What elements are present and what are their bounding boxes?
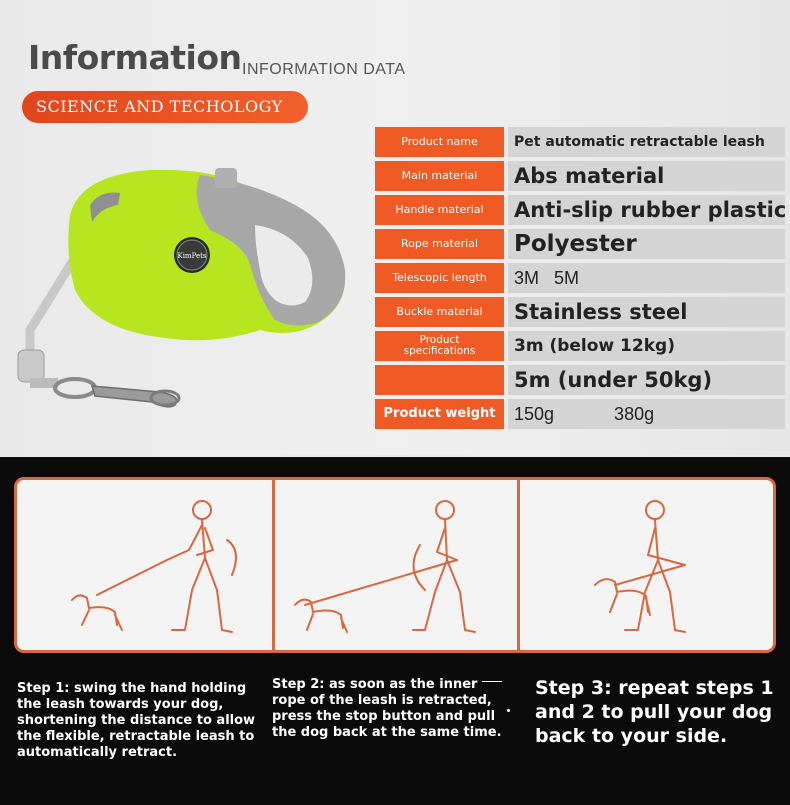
spec-row xyxy=(375,297,785,331)
spec-row xyxy=(375,127,785,161)
spec-value: Stainless steel xyxy=(508,297,785,327)
spec-row xyxy=(375,263,785,297)
step2-text: Step 2: as soon as the inner rope of the leash is retracted, press the stop button and pull the dog back at the same time. xyxy=(272,677,502,740)
spec-value: 5m (under 50kg) xyxy=(508,365,785,395)
leash-product-image xyxy=(0,150,370,450)
step1-illustration xyxy=(17,480,272,650)
spec-value: Pet automatic retractable leash xyxy=(508,127,785,157)
spec-value: 3m (below 12kg) xyxy=(508,331,785,361)
section-badge xyxy=(22,91,308,123)
spec-value: 150g 380g xyxy=(508,399,785,429)
spec-row xyxy=(375,331,785,365)
rope-stopper xyxy=(18,350,44,382)
usage-section xyxy=(0,457,790,805)
spec-row xyxy=(375,365,785,399)
spec-row xyxy=(375,399,785,433)
spec-label: Handle material xyxy=(375,195,504,225)
decorative-dot xyxy=(507,709,510,712)
decorative-dash xyxy=(482,681,502,682)
leash-body xyxy=(68,168,345,340)
spec-value: 3M 5M xyxy=(508,263,785,293)
snap-hook-icon xyxy=(55,379,179,407)
spec-label: Product name xyxy=(375,127,504,157)
badge-label: SCIENCE AND TECHOLOGY xyxy=(36,97,283,116)
spec-row xyxy=(375,195,785,229)
step1-text: Step 1: swing the hand holding the leash towards your dog, shortening the distance to allow the flexible, retractable leash to automatically retract. xyxy=(17,681,256,760)
spec-row xyxy=(375,229,785,263)
spec-label xyxy=(375,365,504,395)
spec-value: Polyester xyxy=(508,229,785,259)
brand-logo: KimPets xyxy=(177,252,207,260)
step3-illustration xyxy=(520,480,773,650)
spec-label: Buckle material xyxy=(375,297,504,327)
step2-illustration xyxy=(275,480,517,650)
spec-value: Abs material xyxy=(508,161,785,191)
spec-table xyxy=(375,127,785,433)
spec-label: Rope material xyxy=(375,229,504,259)
spec-label: Telescopic length xyxy=(375,263,504,293)
spec-label: Main material xyxy=(375,161,504,191)
page-subtitle: INFORMATION DATA xyxy=(242,61,406,78)
spec-value: Anti-slip rubber plastic xyxy=(508,195,785,225)
step3-text: Step 3: repeat steps 1 and 2 to pull your dog back to your side. xyxy=(535,677,774,747)
spec-label: Product weight xyxy=(375,399,504,429)
page-title: Information xyxy=(28,38,242,77)
spec-row xyxy=(375,161,785,195)
usage-illustrations xyxy=(14,477,776,653)
spec-label: Product specifications xyxy=(375,331,504,361)
